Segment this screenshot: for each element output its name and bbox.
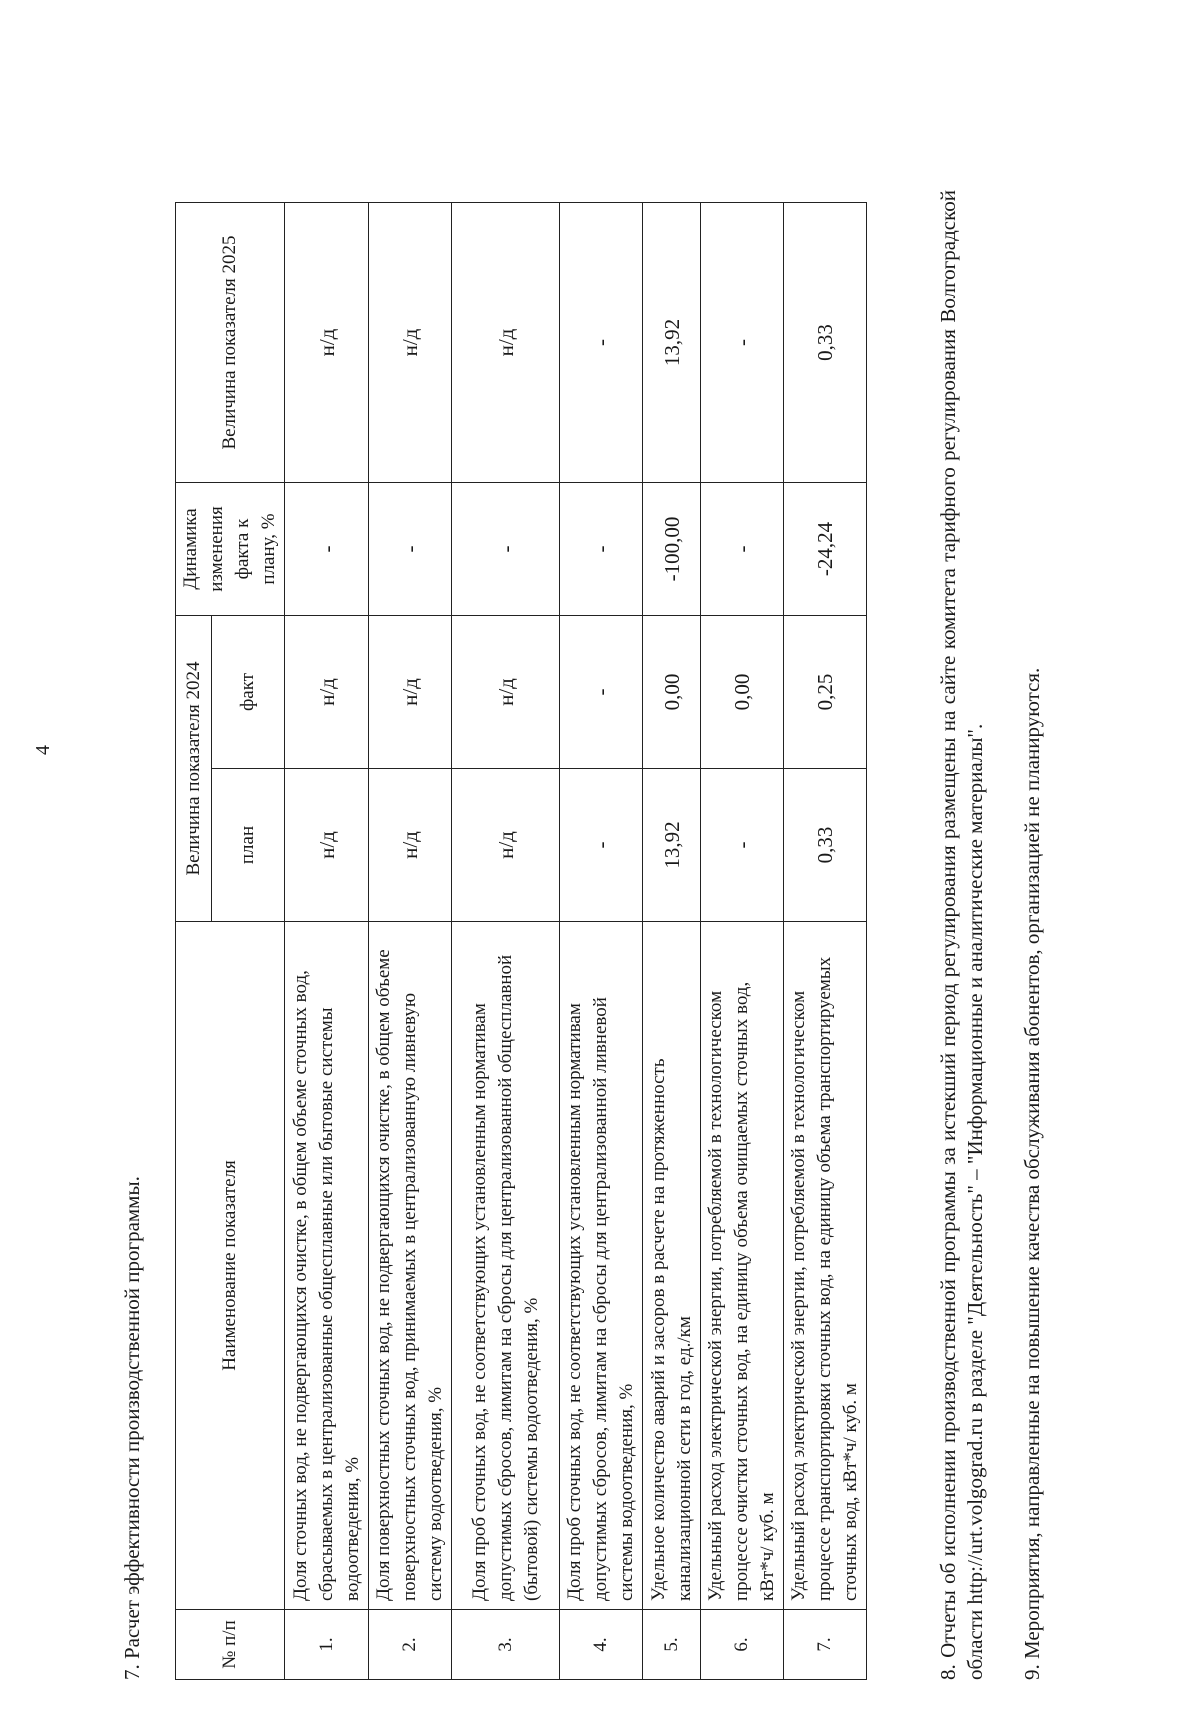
row-fact: н/д bbox=[452, 616, 560, 769]
row-fact: 0,00 bbox=[701, 616, 784, 769]
header-fact: факт bbox=[212, 616, 285, 769]
row-dynamics: -100,00 bbox=[643, 483, 701, 616]
row-value-2025: н/д bbox=[369, 203, 452, 483]
row-value-2025: н/д bbox=[285, 203, 369, 483]
header-name: Наименование показателя bbox=[176, 922, 285, 1610]
row-value-2025: - bbox=[560, 203, 643, 483]
row-name: Доля поверхностных сточных вод, не подвергающихся очистке, в общем объеме поверхностных сточных вод, принимаемых в централизованную ливневую систему водоотведения, % bbox=[369, 922, 452, 1610]
row-value-2025: - bbox=[701, 203, 784, 483]
row-num: 2. bbox=[369, 1610, 452, 1680]
row-num: 5. bbox=[643, 1610, 701, 1680]
header-plan: план bbox=[212, 769, 285, 922]
row-num: 3. bbox=[452, 1610, 560, 1680]
row-fact: 0,00 bbox=[643, 616, 701, 769]
row-name: Доля проб сточных вод, не соответствующих установленным нормативам допустимых сбросов, лимитам на сбросы для централизованной ливневой системы водоотведения, % bbox=[560, 922, 643, 1610]
row-dynamics: -24,24 bbox=[784, 483, 867, 616]
header-dynamics: Динамика изменения факта к плану, % bbox=[176, 483, 285, 616]
table-row bbox=[452, 203, 560, 1680]
table-row bbox=[701, 203, 784, 1680]
row-value-2025: 13,92 bbox=[643, 203, 701, 483]
table-row bbox=[643, 203, 701, 1680]
row-dynamics: - bbox=[452, 483, 560, 616]
table-row bbox=[369, 203, 452, 1680]
row-name: Доля сточных вод, не подвергающихся очистке, в общем объеме сточных вод, сбрасываемых в централизованные общесплавные или бытовые системы водоотведения, % bbox=[285, 922, 369, 1610]
row-plan: 0,33 bbox=[784, 769, 867, 922]
row-value-2025: н/д bbox=[452, 203, 560, 483]
table-header-row bbox=[176, 203, 212, 1680]
row-dynamics: - bbox=[369, 483, 452, 616]
row-fact: н/д bbox=[369, 616, 452, 769]
row-dynamics: - bbox=[701, 483, 784, 616]
row-name: Удельное количество аварий и засоров в расчете на протяженность канализационной сети в год, ед./км bbox=[643, 922, 701, 1610]
row-num: 1. bbox=[285, 1610, 369, 1680]
row-num: 4. bbox=[560, 1610, 643, 1680]
header-value-2025: Величина показателя 2025 bbox=[176, 203, 285, 483]
row-num: 7. bbox=[784, 1610, 867, 1680]
notes-block bbox=[935, 190, 1076, 1680]
row-dynamics: - bbox=[285, 483, 369, 616]
row-name: Доля проб сточных вод, не соответствующих установленным нормативам допустимых сбросов, лимитам на сбросы для централизованной общесплавной (бытовой) системы водоотведения, % bbox=[452, 922, 560, 1610]
page-number: 4 bbox=[32, 745, 54, 755]
row-name: Удельный расход электрической энергии, потребляемой в технологическом процессе очистки сточных вод, на единицу объема очищаемых сточных вод, кВт*ч/ куб. м bbox=[701, 922, 784, 1610]
table-row bbox=[784, 203, 867, 1680]
row-fact: 0,25 bbox=[784, 616, 867, 769]
section-7-heading: 7. Расчет эффективности производственной программы. bbox=[120, 1176, 144, 1680]
table-row bbox=[560, 203, 643, 1680]
row-plan: - bbox=[560, 769, 643, 922]
section-9-text: 9. Мероприятия, направленные на повышение качества обслуживания абонентов, организацией не планируются. bbox=[1020, 667, 1044, 1680]
row-plan: - bbox=[701, 769, 784, 922]
efficiency-table bbox=[175, 202, 867, 1680]
header-value-2024: Величина показателя 2024 bbox=[176, 616, 212, 922]
row-plan: н/д bbox=[452, 769, 560, 922]
row-fact: - bbox=[560, 616, 643, 769]
row-value-2025: 0,33 bbox=[784, 203, 867, 483]
row-fact: н/д bbox=[285, 616, 369, 769]
row-plan: н/д bbox=[285, 769, 369, 922]
section-8-text: 8. Отчеты об исполнении производственной программы за истекший период регулирования размещены на сайте комитета тарифного регулирования Волгоградской области http://urt.volgograd.ru в разделе "Деятельность" – "Информационные и аналитические материалы". bbox=[936, 190, 987, 1680]
row-plan: н/д bbox=[369, 769, 452, 922]
row-num: 6. bbox=[701, 1610, 784, 1680]
row-plan: 13,92 bbox=[643, 769, 701, 922]
table-row bbox=[285, 203, 369, 1680]
header-num: № п/п bbox=[176, 1610, 285, 1680]
row-dynamics: - bbox=[560, 483, 643, 616]
row-name: Удельный расход электрической энергии, потребляемой в технологическом процессе транспортировки сточных вод, на единицу объема транспортируемых сточных вод, кВт*ч/ куб. м bbox=[784, 922, 867, 1610]
